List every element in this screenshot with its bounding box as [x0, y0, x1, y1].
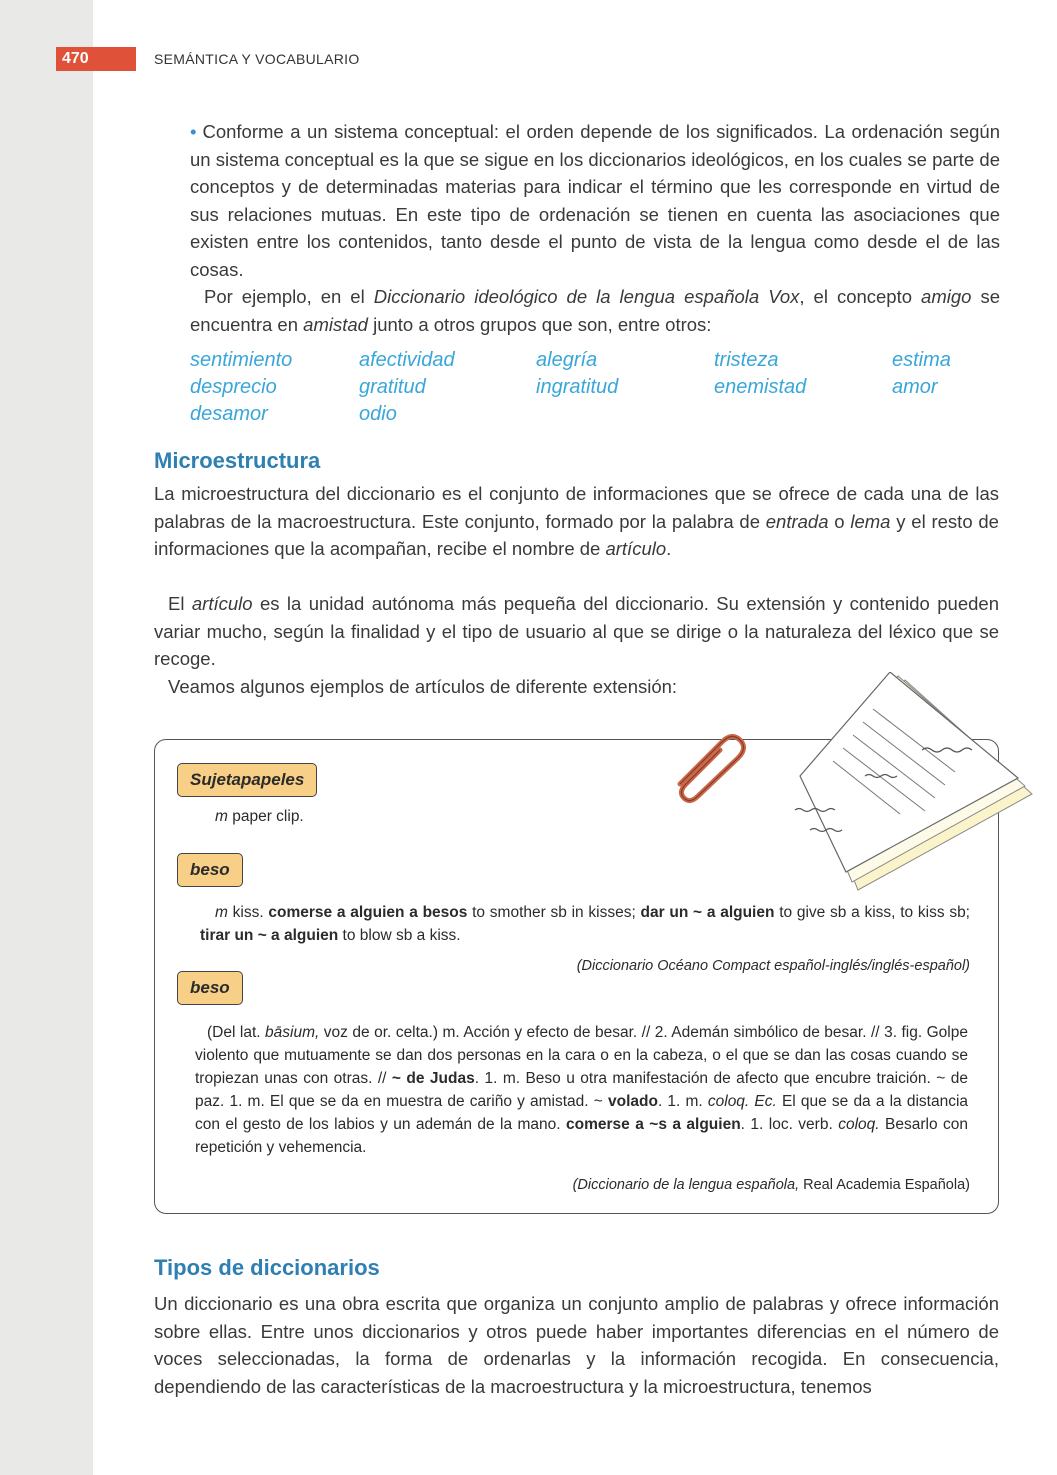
- headword-sujetapapeles: Sujetapapeles: [177, 763, 317, 797]
- word-amigo: amigo: [921, 286, 972, 307]
- word-list-item: afectividad: [359, 349, 455, 371]
- section-title-tipos: Tipos de diccionarios: [154, 1255, 380, 1280]
- paper-clip-illustration: [660, 672, 1040, 897]
- word-list-item: sentimiento: [190, 349, 293, 371]
- paper-sheets-icon: [795, 672, 1032, 890]
- word-list-item: amor: [892, 376, 938, 398]
- word-list-item: tristeza: [714, 349, 779, 371]
- examples-intro: Veamos algunos ejemplos de artículos de diferente extensión:: [168, 675, 678, 697]
- paper-clip-icon: [680, 736, 744, 800]
- word-list-item: estima: [892, 349, 951, 371]
- headword-beso-rae: beso: [177, 971, 243, 1005]
- example-paragraph: Por ejemplo, en el Diccionario ideológico de la lengua española Vox, el concepto amigo se encuentra en amistad junto a otros grupos que son, entre otros:: [190, 286, 1000, 335]
- microestructura-paragraph: La microestructura del diccionario es el conjunto de informaciones que se ofrece de cada una de las palabras de la macroestructura. Este conjunto, formado por la palabra de entrada o lema y el resto de informaciones que la acompañan, recibe el nombre de artículo.: [154, 483, 999, 559]
- word-list-item: desamor: [190, 403, 268, 425]
- entry-sujetapapeles: m paper clip.: [215, 808, 304, 825]
- section-title-microestructura: Microestructura: [154, 448, 321, 473]
- page-margin-strip: [0, 0, 93, 1475]
- entry-beso-bilingual: m kiss. comerse a alguien a besos to smother sb in kisses; dar un ~ a alguien to give sb a kiss, to kiss sb; tirar un ~ a alguien to blow sb a kiss.: [200, 904, 970, 944]
- word-list-item: desprecio: [190, 376, 277, 398]
- word-list-item: alegría: [536, 349, 598, 371]
- word-list-item: enemistad: [714, 376, 807, 398]
- source-oceano: (Diccionario Océano Compact español-inglés/inglés-español): [576, 958, 970, 974]
- word-list-item: odio: [359, 403, 397, 425]
- bullet-paragraph: • Conforme a un sistema conceptual: el orden depende de los significados. La ordenación según un sistema conceptual es la que se sigue en los diccionarios ideológicos, en los cuales se parte de conceptos y de determinadas materias para indicar el término que les corresponde en virtud de sus relaciones mutuas. En este tipo de ordenación se tienen en cuenta las asociaciones que existen entre los contenidos, tanto desde el punto de vista de la lengua como desde el de las cosas.: [190, 121, 1000, 280]
- source-rae: (Diccionario de la lengua española, Real Academia Española): [572, 1177, 970, 1193]
- word-list: [190, 347, 1010, 428]
- intro-section: [190, 118, 1000, 338]
- bullet-icon: •: [190, 121, 197, 142]
- running-title: SEMÁNTICA Y VOCABULARIO: [154, 51, 360, 67]
- dictionary-title: Diccionario ideológico de la lengua española Vox: [373, 286, 800, 307]
- word-amistad: amistad: [303, 313, 368, 335]
- headword-beso-bilingual: beso: [177, 853, 243, 887]
- word-list-item: gratitud: [359, 376, 426, 398]
- tipos-paragraph: Un diccionario es una obra escrita que organiza un conjunto amplio de palabras y ofrece información sobre ellas. Entre unos diccionarios y otros puede haber importantes diferencias en el número de voces seleccionadas, la forma de ordenarlas y la información recogida. En consecuencia, dependiendo de las características de la macroestructura y la microestructura, tenemos: [154, 1293, 999, 1397]
- word-list-item: ingratitud: [536, 376, 619, 398]
- entry-beso-rae: (Del lat. bāsium, voz de or. celta.) m. Acción y efecto de besar. // 2. Ademán simbólico de besar. // 3. fig. Golpe violento que mutuamente se dan dos personas en la cara o en la cabeza, o el que se dan las cosas cuando se tropiezan unas con otras. // ~ de Judas. 1. m. Beso u otra manifestación de afecto que encubre traición. ~ de paz. 1. m. El que se da en muestra de cariño y amistad. ~ volado. 1. m. coloq. Ec. El que se da a la distancia con el gesto de los labios y un ademán de la mano. comerse a ~s a alguien. 1. loc. verb. coloq. Besarlo con repetición y vehemencia.: [195, 1024, 969, 1156]
- page-number: 470: [56, 47, 136, 71]
- articulo-paragraph: El artículo es la unidad autónoma más pequeña del diccionario. Su extensión y contenido pueden variar mucho, según la finalidad y el tipo de usuario al que se dirige o la naturaleza del léxico que se recoge.: [154, 593, 999, 669]
